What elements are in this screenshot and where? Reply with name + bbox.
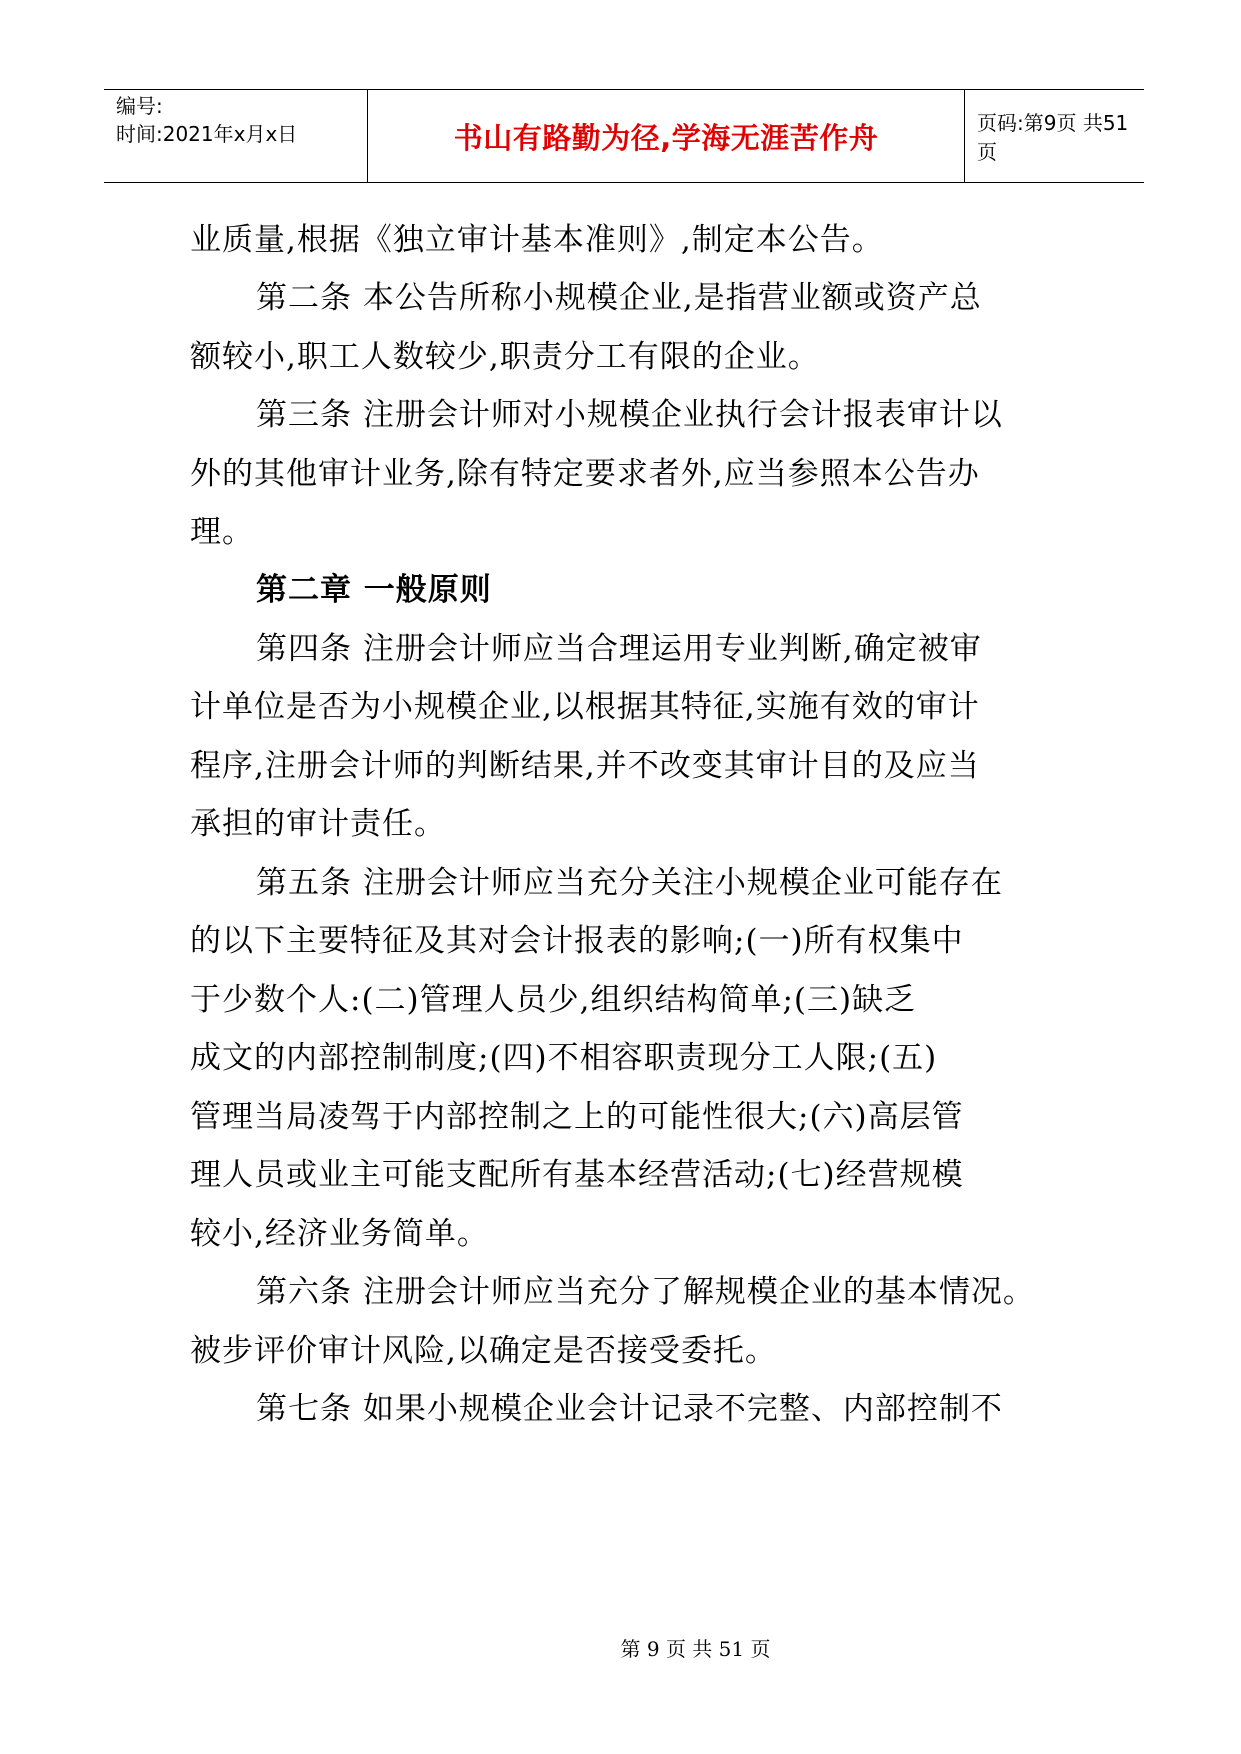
chapter-heading: 第二章 一般原则 [256,572,492,608]
body-line: 外的其他审计业务,除有特定要求者外,应当参照本公告办 [190,456,980,492]
page-header [104,89,1144,183]
body-line: 额较小,职工人数较少,职责分工有限的企业。 [190,339,820,375]
document-time-label: 时间:2021年x月x日 [116,122,298,146]
document-number-label: 编号: [116,94,163,118]
body-line: 第七条 如果小规模企业会计记录不完整、内部控制不 [256,1391,1003,1427]
body-line: 第五条 注册会计师应当充分关注小规模企业可能存在 [256,865,1003,901]
body-line: 第六条 注册会计师应当充分了解规模企业的基本情况。 [256,1274,1035,1310]
body-line: 业质量,根据《独立审计基本准则》,制定本公告。 [190,222,884,258]
body-line: 承担的审计责任。 [190,806,446,842]
header-motto: 书山有路勤为径,学海无涯苦作舟 [453,120,879,155]
body-line: 第四条 注册会计师应当合理运用专业判断,确定被审 [256,631,982,667]
body-line: 管理当局凌驾于内部控制之上的可能性很大;(六)高层管 [190,1099,964,1135]
page-footer [0,1633,1241,1662]
page-footer-text: 第 9 页 共 51 页 [620,1637,771,1661]
body-line: 成文的内部控制制度;(四)不相容职责现分工人限;(五) [190,1040,938,1076]
body-line: 于少数个人:(二)管理人员少,组织结构简单;(三)缺乏 [190,982,917,1018]
body-line: 理。 [190,514,254,550]
header-motto-cell [368,90,965,182]
body-line: 第三条 注册会计师对小规模企业执行会计报表审计以 [256,397,1003,433]
header-page-code: 页码:第9页 共51页 [977,111,1129,164]
body-line: 理人员或业主可能支配所有基本经营活动;(七)经营规模 [190,1157,964,1193]
body-line: 较小,经济业务简单。 [190,1216,489,1252]
header-page-code-cell [965,90,1144,182]
body-line: 第二条 本公告所称小规模企业,是指营业额或资产总 [256,280,982,316]
body-line: 计单位是否为小规模企业,以根据其特征,实施有效的审计 [190,689,980,725]
body-line: 被步评价审计风险,以确定是否接受委托。 [190,1333,777,1369]
header-meta [104,90,368,182]
body-line: 的以下主要特征及其对会计报表的影响;(一)所有权集中 [190,923,964,959]
body-line: 程序,注册会计师的判断结果,并不改变其审计目的及应当 [190,748,980,784]
